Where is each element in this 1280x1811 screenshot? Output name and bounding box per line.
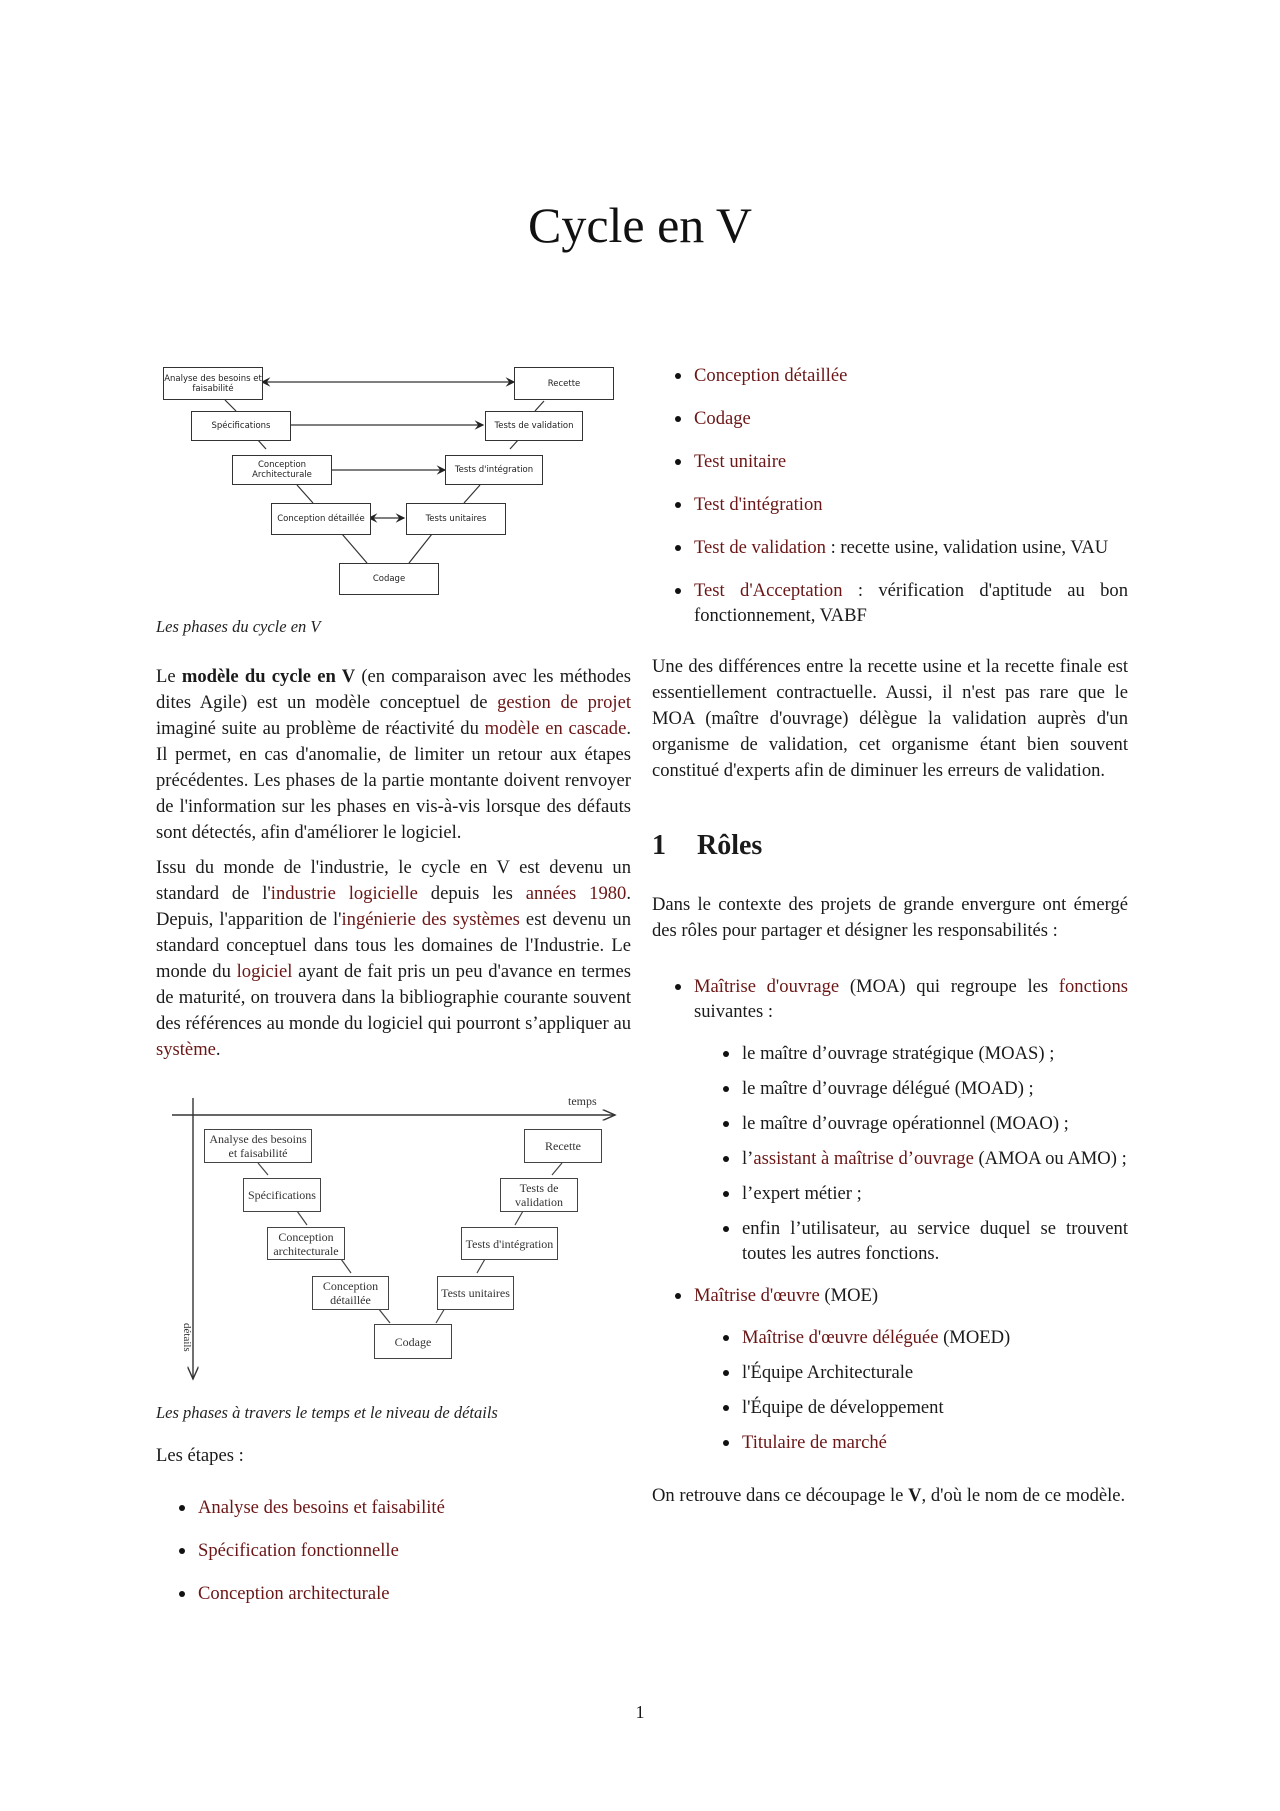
closing-paragraph: On retrouve dans ce découpage le V, d'où le nom de ce modèle. (652, 1485, 1126, 1506)
list-item (198, 1538, 631, 1563)
list-item: enfin l’utilisateur, au service duquel se trouvent toutes les autres fonctions. (742, 1218, 1128, 1264)
list-item: Maîtrise d'œuvre déléguée (MOED) (742, 1325, 1128, 1350)
recette-paragraph: Une des différences entre la recette usine et la recette finale est essentiellement contractuelle. Aussi, il n'est pas rare que le MOA (maître d'ouvrage) délègue la validation auprès d'un organisme de validation, cet organisme étant bien souvent constitué d'experts afin de diminuer les erreurs de validation. (652, 656, 1128, 781)
link-analyse-besoins[interactable]: Analyse des besoins et faisabilité (198, 1497, 445, 1518)
link-codage[interactable]: Codage (694, 408, 751, 429)
list-item (694, 449, 1128, 474)
roles-list (694, 974, 1128, 1455)
link-modele-en-cascade[interactable]: modèle en cascade (484, 718, 627, 739)
link-conception-architecturale[interactable]: Conception architecturale (198, 1583, 390, 1604)
box2-codage: Codage (374, 1324, 452, 1359)
link-specification-fonctionnelle[interactable]: Spécification fonctionnelle (198, 1540, 399, 1561)
box2-analyse: Analyse des besoins et faisabilité (204, 1129, 312, 1163)
box2-tests-integration: Tests d'intégration (461, 1227, 558, 1260)
list-item: Test d'Acceptation : vérification d'aptitude au bon fonctionnement, VABF (694, 580, 1128, 626)
box2-recette: Recette (524, 1129, 602, 1163)
box-tests-validation: Tests de validation (485, 411, 583, 441)
link-assistant-maitrise-ouvrage[interactable]: assistant à maîtrise d’ouvrage (753, 1148, 974, 1169)
link-test-validation[interactable]: Test de validation (694, 537, 826, 558)
list-item: le maître d’ouvrage opérationnel (MOAO) ; (742, 1111, 1128, 1136)
box2-tests-unitaires: Tests unitaires (437, 1276, 514, 1310)
box2-conception-architecturale: Conception architecturale (267, 1227, 345, 1260)
list-item: l'Équipe Architecturale (742, 1360, 1128, 1385)
box2-specifications: Spécifications (243, 1178, 321, 1212)
box2-tests-validation: Tests de validation (500, 1178, 578, 1212)
figure2-caption: Les phases à travers le temps et le niveau de détails (156, 1403, 498, 1422)
list-item (694, 492, 1128, 517)
link-systeme[interactable]: système (156, 1039, 216, 1060)
figure-v-cycle-diagram (147, 355, 622, 595)
document-title: Cycle en V (527, 197, 753, 253)
link-gestion-de-projet[interactable]: gestion de projet (497, 692, 631, 713)
roles-intro: Dans le contexte des projets de grande envergure ont émergé des rôles pour partager et désigner les responsabilités : (652, 894, 1128, 941)
list-item-moe: Maîtrise d'œuvre (MOE) Maîtrise d'œuvre déléguée (MOED) l'Équipe Architecturale l'Équipe de développement Titulaire de marché (694, 1283, 1128, 1455)
section-heading-roles: 1 Rôles (652, 830, 763, 861)
list-item-moa: Maîtrise d'ouvrage (MOA) qui regroupe les fonctions suivantes : le maître d’ouvrage stratégique (MOAS) ; le maître d’ouvrage délégué (MOAD) ; le maître d’ouvrage opérationnel (MOAO) ; l’assistant à maîtrise d’ouvrage (AMOA ou AMO) ; l’expert métier ; enfin l’utilisateur, au service duquel se trouvent toutes les autres fonctions. (694, 976, 1128, 1264)
box-conception-detaillee: Conception détaillée (271, 503, 371, 535)
etapes-intro: Les étapes : (156, 1445, 244, 1466)
figure1-caption: Les phases du cycle en V (156, 617, 321, 636)
list-item: Test de validation : recette usine, validation usine, VAU (694, 535, 1128, 560)
link-maitrise-oeuvre[interactable]: Maîtrise d'œuvre (694, 1285, 820, 1306)
link-maitrise-oeuvre-deleguee[interactable]: Maîtrise d'œuvre déléguée (742, 1327, 939, 1348)
link-test-unitaire[interactable]: Test unitaire (694, 451, 787, 472)
right-column (652, 363, 1128, 1509)
link-fonctions[interactable]: fonctions (1058, 976, 1128, 997)
link-test-acceptation[interactable]: Test d'Acceptation (694, 580, 843, 601)
link-industrie-logicielle[interactable]: industrie logicielle (270, 883, 418, 904)
box2-conception-detaillee: Conception détaillée (312, 1276, 389, 1310)
box-codage: Codage (339, 563, 439, 595)
list-item: l’expert métier ; (742, 1181, 1128, 1206)
link-annees-1980[interactable]: années 1980 (525, 883, 627, 904)
list-item: l'Équipe de développement (742, 1395, 1128, 1420)
link-maitrise-ouvrage[interactable]: Maîtrise d'ouvrage (694, 976, 840, 997)
link-conception-detaillee[interactable]: Conception détaillée (694, 365, 848, 386)
moa-sublist (742, 1041, 1128, 1266)
box-conception-architecturale: Conception Architecturale (232, 455, 332, 485)
link-ingenierie-des-systemes[interactable]: ingénierie des systèmes (341, 909, 520, 930)
link-logiciel[interactable]: logiciel (236, 961, 293, 982)
etapes-list-part1 (198, 1495, 631, 1606)
bold-term: modèle du cycle en V (181, 666, 356, 687)
link-titulaire-de-marche[interactable]: Titulaire de marché (742, 1432, 887, 1453)
link-test-integration[interactable]: Test d'intégration (694, 494, 823, 515)
box-tests-integration: Tests d'intégration (445, 455, 543, 485)
axis-x-label: temps (568, 1094, 597, 1108)
box-recette: Recette (514, 367, 614, 400)
etapes-list-part2 (694, 363, 1128, 628)
box-tests-unitaires: Tests unitaires (406, 503, 506, 535)
list-item (694, 406, 1128, 431)
left-column (156, 355, 631, 1606)
box-specifications: Spécifications (191, 411, 291, 441)
page-number: 1 (635, 1702, 645, 1722)
list-item (198, 1495, 631, 1520)
list-item (694, 363, 1128, 388)
axis-y-label: détails (181, 1323, 193, 1352)
list-item: le maître d’ouvrage délégué (MOAD) ; (742, 1076, 1128, 1101)
moe-sublist (742, 1325, 1128, 1455)
intro-paragraph-1: Le modèle du cycle en V (en comparaison avec les méthodes dites Agile) est un modèle conceptuel de gestion de projet imaginé suite au problème de réactivité du modèle en cascade. Il permet, en cas d'anomalie, de limiter un retour aux étapes précédentes. Les phases de la partie montante doivent renvoyer de l'information sur les phases en vis-à-vis lorsque des défauts sont détectés, afin d'améliorer le logiciel. (156, 666, 631, 843)
list-item: l’assistant à maîtrise d’ouvrage (AMOA ou AMO) ; (742, 1148, 1127, 1169)
list-item: le maître d’ouvrage stratégique (MOAS) ; (742, 1041, 1128, 1066)
box-analyse: Analyse des besoins et faisabilité (163, 367, 263, 400)
figure-time-detail-diagram (150, 1083, 620, 1383)
intro-paragraph-2: Issu du monde de l'industrie, le cycle en V est devenu un standard de l'industrie logicielle depuis les années 1980. Depuis, l'apparition de l'ingénierie des systèmes est devenu un standard conceptuel dans tous les domaines de l'Industrie. Le monde du logiciel ayant de fait pris un peu d'avance en termes de maturité, on trouvera dans la bibliographie courante souvent des références au monde du logiciel qui pourront s’appliquer au système. (156, 857, 631, 1060)
list-item (742, 1430, 1128, 1455)
list-item (198, 1581, 631, 1606)
